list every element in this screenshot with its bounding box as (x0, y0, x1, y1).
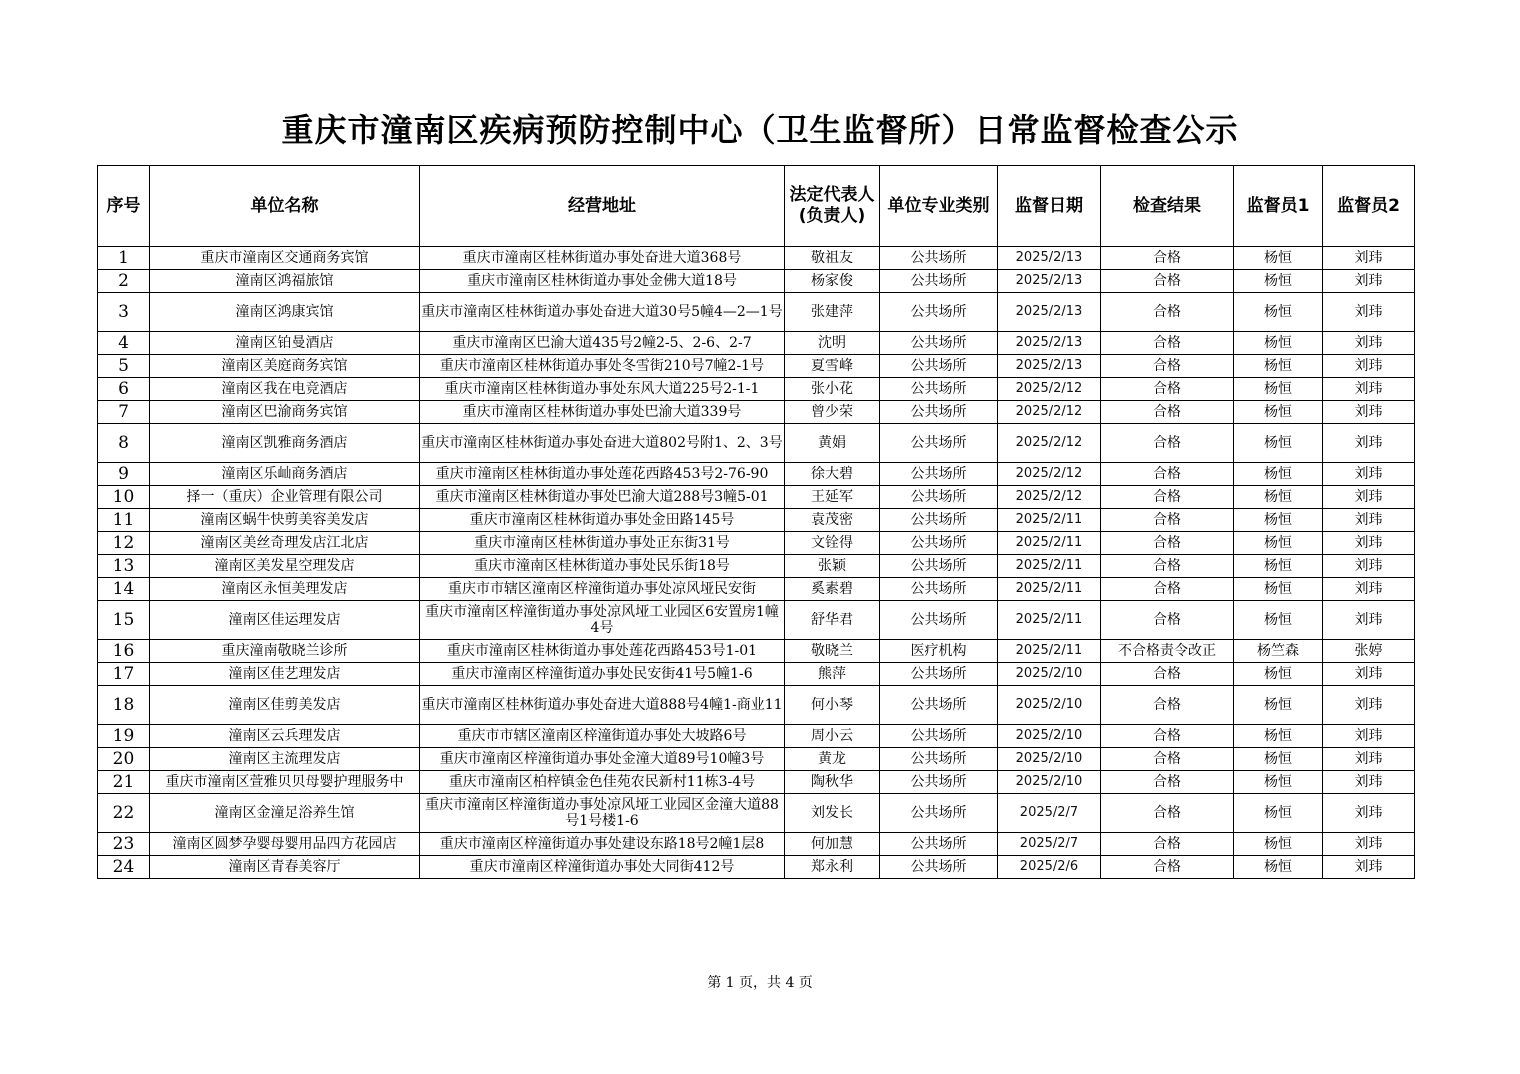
cell-date: 2025/2/12 (998, 401, 1101, 424)
cell-no: 9 (98, 463, 150, 486)
cell-representative: 郑永利 (785, 856, 880, 879)
cell-inspector2: 刘玮 (1323, 856, 1415, 879)
cell-inspector1: 杨恒 (1234, 663, 1323, 686)
cell-category: 公共场所 (880, 270, 998, 293)
table-row (98, 856, 1415, 879)
cell-address: 重庆市潼南区梓潼街道办事处金潼大道89号10幢3号 (420, 748, 785, 771)
cell-address: 重庆市潼南区桂林街道办事处金田路145号 (420, 509, 785, 532)
cell-address: 重庆市潼南区桂林街道办事处莲花西路453号1-01 (420, 640, 785, 663)
cell-inspector1: 杨恒 (1234, 794, 1323, 833)
cell-address: 重庆市潼南区桂林街道办事处奋进大道30号5幢4—2—1号 (420, 293, 785, 332)
cell-address: 重庆市潼南区桂林街道办事处冬雪街210号7幢2-1号 (420, 355, 785, 378)
cell-date: 2025/2/10 (998, 663, 1101, 686)
cell-inspector1: 杨恒 (1234, 332, 1323, 355)
cell-result: 合格 (1101, 833, 1234, 856)
cell-date: 2025/2/13 (998, 355, 1101, 378)
cell-inspector1: 杨恒 (1234, 532, 1323, 555)
cell-inspector2: 刘玮 (1323, 509, 1415, 532)
cell-no: 8 (98, 424, 150, 463)
cell-category: 公共场所 (880, 856, 998, 879)
cell-representative: 熊萍 (785, 663, 880, 686)
cell-name: 潼南区永恒美理发店 (150, 578, 420, 601)
cell-name: 潼南区佳运理发店 (150, 601, 420, 640)
cell-name: 重庆市潼南区萱雅贝贝母婴护理服务中 (150, 771, 420, 794)
column-header-category: 单位专业类别 (880, 166, 998, 247)
inspection-table (97, 165, 1415, 879)
cell-inspector2: 刘玮 (1323, 247, 1415, 270)
cell-result: 不合格责令改正 (1101, 640, 1234, 663)
cell-inspector1: 杨恒 (1234, 748, 1323, 771)
cell-date: 2025/2/11 (998, 601, 1101, 640)
cell-name: 潼南区我在电竞酒店 (150, 378, 420, 401)
cell-date: 2025/2/10 (998, 725, 1101, 748)
cell-date: 2025/2/12 (998, 424, 1101, 463)
cell-result: 合格 (1101, 555, 1234, 578)
cell-name: 潼南区美庭商务宾馆 (150, 355, 420, 378)
cell-inspector2: 刘玮 (1323, 424, 1415, 463)
cell-name: 潼南区佳剪美发店 (150, 686, 420, 725)
cell-result: 合格 (1101, 270, 1234, 293)
cell-no: 13 (98, 555, 150, 578)
cell-category: 公共场所 (880, 725, 998, 748)
table-row (98, 640, 1415, 663)
table-row (98, 424, 1415, 463)
cell-inspector1: 杨恒 (1234, 270, 1323, 293)
cell-inspector2: 刘玮 (1323, 578, 1415, 601)
cell-category: 医疗机构 (880, 640, 998, 663)
cell-name: 潼南区蜗牛快剪美容美发店 (150, 509, 420, 532)
cell-address: 重庆市潼南区梓潼街道办事处建设东路18号2幢1层8 (420, 833, 785, 856)
cell-no: 12 (98, 532, 150, 555)
cell-inspector2: 刘玮 (1323, 270, 1415, 293)
cell-inspector2: 刘玮 (1323, 771, 1415, 794)
cell-inspector2: 刘玮 (1323, 555, 1415, 578)
cell-category: 公共场所 (880, 555, 998, 578)
table-row (98, 578, 1415, 601)
cell-no: 4 (98, 332, 150, 355)
cell-result: 合格 (1101, 378, 1234, 401)
cell-name: 潼南区巴渝商务宾馆 (150, 401, 420, 424)
cell-inspector2: 刘玮 (1323, 686, 1415, 725)
cell-no: 1 (98, 247, 150, 270)
cell-address: 重庆市潼南区梓潼街道办事处凉风垭工业园区6安置房1幢4号 (420, 601, 785, 640)
cell-category: 公共场所 (880, 663, 998, 686)
cell-no: 10 (98, 486, 150, 509)
table-header-row (98, 166, 1415, 247)
cell-result: 合格 (1101, 293, 1234, 332)
cell-date: 2025/2/10 (998, 771, 1101, 794)
cell-address: 重庆市潼南区桂林街道办事处奋进大道888号4幢1-商业11 (420, 686, 785, 725)
cell-date: 2025/2/11 (998, 509, 1101, 532)
cell-result: 合格 (1101, 601, 1234, 640)
cell-category: 公共场所 (880, 833, 998, 856)
cell-inspector1: 杨恒 (1234, 771, 1323, 794)
cell-date: 2025/2/12 (998, 378, 1101, 401)
cell-inspector1: 杨恒 (1234, 463, 1323, 486)
cell-address: 重庆市潼南区桂林街道办事处金佛大道18号 (420, 270, 785, 293)
cell-inspector2: 张婷 (1323, 640, 1415, 663)
table-row (98, 833, 1415, 856)
cell-address: 重庆市潼南区桂林街道办事处莲花西路453号2-76-90 (420, 463, 785, 486)
cell-no: 5 (98, 355, 150, 378)
cell-inspector1: 杨恒 (1234, 555, 1323, 578)
cell-address: 重庆市潼南区桂林街道办事处巴渝大道288号3幢5-01 (420, 486, 785, 509)
cell-no: 19 (98, 725, 150, 748)
cell-inspector2: 刘玮 (1323, 401, 1415, 424)
cell-inspector1: 杨恒 (1234, 424, 1323, 463)
cell-inspector1: 杨恒 (1234, 686, 1323, 725)
cell-name: 重庆潼南敬晓兰诊所 (150, 640, 420, 663)
cell-no: 24 (98, 856, 150, 879)
table-row (98, 463, 1415, 486)
cell-date: 2025/2/10 (998, 686, 1101, 725)
cell-no: 16 (98, 640, 150, 663)
cell-inspector2: 刘玮 (1323, 332, 1415, 355)
table-row (98, 532, 1415, 555)
cell-representative: 文铨得 (785, 532, 880, 555)
cell-address: 重庆市潼南区桂林街道办事处奋进大道802号附1、2、3号 (420, 424, 785, 463)
cell-address: 重庆市潼南区桂林街道办事处东风大道225号2-1-1 (420, 378, 785, 401)
cell-inspector1: 杨恒 (1234, 725, 1323, 748)
cell-date: 2025/2/13 (998, 247, 1101, 270)
cell-no: 22 (98, 794, 150, 833)
cell-name: 潼南区圆梦孕婴母婴用品四方花园店 (150, 833, 420, 856)
cell-inspector1: 杨恒 (1234, 378, 1323, 401)
column-header-name: 单位名称 (150, 166, 420, 247)
table-row (98, 748, 1415, 771)
cell-representative: 夏雪峰 (785, 355, 880, 378)
cell-name: 潼南区鸿康宾馆 (150, 293, 420, 332)
cell-representative: 刘发长 (785, 794, 880, 833)
cell-inspector1: 杨恒 (1234, 856, 1323, 879)
cell-result: 合格 (1101, 463, 1234, 486)
cell-result: 合格 (1101, 355, 1234, 378)
table-row (98, 794, 1415, 833)
cell-no: 18 (98, 686, 150, 725)
column-header-no: 序号 (98, 166, 150, 247)
cell-category: 公共场所 (880, 247, 998, 270)
cell-category: 公共场所 (880, 401, 998, 424)
page-footer: 第 1 页，共 4 页 (707, 975, 813, 991)
table-row (98, 771, 1415, 794)
cell-inspector2: 刘玮 (1323, 833, 1415, 856)
cell-result: 合格 (1101, 856, 1234, 879)
cell-date: 2025/2/10 (998, 748, 1101, 771)
table-row (98, 601, 1415, 640)
table-row (98, 663, 1415, 686)
cell-address: 重庆市潼南区梓潼街道办事处大同街412号 (420, 856, 785, 879)
cell-representative: 杨家俊 (785, 270, 880, 293)
cell-representative: 奚素碧 (785, 578, 880, 601)
column-header-representative: 法定代表人(负责人) (785, 166, 880, 247)
cell-name: 潼南区乐屾商务酒店 (150, 463, 420, 486)
cell-address: 重庆市潼南区巴渝大道435号2幢2-5、2-6、2-7 (420, 332, 785, 355)
cell-inspector1: 杨恒 (1234, 293, 1323, 332)
page-title: 重庆市潼南区疾病预防控制中心（卫生监督所）日常监督检查公示 (281, 111, 1239, 149)
cell-address: 重庆市潼南区梓潼街道办事处民安街41号5幢1-6 (420, 663, 785, 686)
cell-name: 重庆市潼南区交通商务宾馆 (150, 247, 420, 270)
table-row (98, 270, 1415, 293)
cell-name: 潼南区青春美容厅 (150, 856, 420, 879)
cell-representative: 黄娟 (785, 424, 880, 463)
cell-no: 2 (98, 270, 150, 293)
cell-inspector1: 杨恒 (1234, 247, 1323, 270)
cell-representative: 沈明 (785, 332, 880, 355)
cell-date: 2025/2/12 (998, 463, 1101, 486)
cell-date: 2025/2/11 (998, 578, 1101, 601)
cell-category: 公共场所 (880, 332, 998, 355)
cell-inspector1: 杨竺森 (1234, 640, 1323, 663)
cell-address: 重庆市潼南区梓潼街道办事处凉风垭工业园区金潼大道88号1号楼1-6 (420, 794, 785, 833)
table-row (98, 293, 1415, 332)
cell-inspector1: 杨恒 (1234, 509, 1323, 532)
cell-category: 公共场所 (880, 509, 998, 532)
cell-address: 重庆市潼南区桂林街道办事处民乐街18号 (420, 555, 785, 578)
cell-category: 公共场所 (880, 771, 998, 794)
cell-inspector1: 杨恒 (1234, 355, 1323, 378)
column-header-date: 监督日期 (998, 166, 1101, 247)
cell-result: 合格 (1101, 771, 1234, 794)
cell-result: 合格 (1101, 424, 1234, 463)
cell-no: 7 (98, 401, 150, 424)
cell-address: 重庆市潼南区桂林街道办事处奋进大道368号 (420, 247, 785, 270)
cell-representative: 陶秋华 (785, 771, 880, 794)
cell-representative: 徐大碧 (785, 463, 880, 486)
cell-result: 合格 (1101, 509, 1234, 532)
cell-no: 15 (98, 601, 150, 640)
table-row (98, 355, 1415, 378)
table-row (98, 378, 1415, 401)
cell-category: 公共场所 (880, 463, 998, 486)
cell-category: 公共场所 (880, 686, 998, 725)
cell-date: 2025/2/13 (998, 293, 1101, 332)
cell-date: 2025/2/6 (998, 856, 1101, 879)
cell-representative: 敬晓兰 (785, 640, 880, 663)
column-header-result: 检查结果 (1101, 166, 1234, 247)
cell-date: 2025/2/11 (998, 640, 1101, 663)
cell-representative: 何加慧 (785, 833, 880, 856)
column-header-address: 经营地址 (420, 166, 785, 247)
cell-inspector2: 刘玮 (1323, 378, 1415, 401)
cell-date: 2025/2/7 (998, 833, 1101, 856)
cell-date: 2025/2/13 (998, 332, 1101, 355)
cell-inspector1: 杨恒 (1234, 578, 1323, 601)
cell-representative: 周小云 (785, 725, 880, 748)
cell-representative: 舒华君 (785, 601, 880, 640)
cell-name: 潼南区凯雅商务酒店 (150, 424, 420, 463)
cell-no: 6 (98, 378, 150, 401)
cell-representative: 王延军 (785, 486, 880, 509)
table-row (98, 247, 1415, 270)
cell-inspector1: 杨恒 (1234, 601, 1323, 640)
column-header-inspector1: 监督员1 (1234, 166, 1323, 247)
cell-name: 潼南区云兵理发店 (150, 725, 420, 748)
table-body (98, 247, 1415, 879)
cell-date: 2025/2/13 (998, 270, 1101, 293)
cell-representative: 张颖 (785, 555, 880, 578)
cell-name: 择一（重庆）企业管理有限公司 (150, 486, 420, 509)
cell-category: 公共场所 (880, 532, 998, 555)
cell-name: 潼南区佳艺理发店 (150, 663, 420, 686)
cell-inspector2: 刘玮 (1323, 663, 1415, 686)
cell-result: 合格 (1101, 663, 1234, 686)
cell-date: 2025/2/7 (998, 794, 1101, 833)
cell-address: 重庆市市辖区潼南区梓潼街道办事处大坡路6号 (420, 725, 785, 748)
cell-result: 合格 (1101, 401, 1234, 424)
table-row (98, 509, 1415, 532)
cell-inspector2: 刘玮 (1323, 293, 1415, 332)
cell-name: 潼南区铂曼酒店 (150, 332, 420, 355)
cell-no: 17 (98, 663, 150, 686)
cell-inspector2: 刘玮 (1323, 794, 1415, 833)
cell-representative: 张小花 (785, 378, 880, 401)
cell-representative: 曾少荣 (785, 401, 880, 424)
cell-inspector1: 杨恒 (1234, 401, 1323, 424)
cell-inspector2: 刘玮 (1323, 748, 1415, 771)
cell-representative: 张建萍 (785, 293, 880, 332)
cell-no: 14 (98, 578, 150, 601)
cell-result: 合格 (1101, 247, 1234, 270)
cell-category: 公共场所 (880, 424, 998, 463)
cell-category: 公共场所 (880, 601, 998, 640)
cell-category: 公共场所 (880, 293, 998, 332)
cell-name: 潼南区主流理发店 (150, 748, 420, 771)
cell-representative: 何小琴 (785, 686, 880, 725)
cell-result: 合格 (1101, 332, 1234, 355)
cell-result: 合格 (1101, 578, 1234, 601)
cell-inspector1: 杨恒 (1234, 833, 1323, 856)
cell-result: 合格 (1101, 532, 1234, 555)
cell-result: 合格 (1101, 486, 1234, 509)
cell-result: 合格 (1101, 794, 1234, 833)
cell-date: 2025/2/11 (998, 532, 1101, 555)
column-header-inspector2: 监督员2 (1323, 166, 1415, 247)
cell-no: 20 (98, 748, 150, 771)
cell-no: 3 (98, 293, 150, 332)
cell-inspector2: 刘玮 (1323, 601, 1415, 640)
cell-category: 公共场所 (880, 748, 998, 771)
cell-inspector2: 刘玮 (1323, 532, 1415, 555)
cell-result: 合格 (1101, 748, 1234, 771)
cell-no: 11 (98, 509, 150, 532)
cell-inspector1: 杨恒 (1234, 486, 1323, 509)
cell-date: 2025/2/12 (998, 486, 1101, 509)
cell-name: 潼南区金潼足浴养生馆 (150, 794, 420, 833)
cell-representative: 黄龙 (785, 748, 880, 771)
cell-category: 公共场所 (880, 355, 998, 378)
cell-inspector2: 刘玮 (1323, 463, 1415, 486)
cell-result: 合格 (1101, 725, 1234, 748)
table-row (98, 686, 1415, 725)
cell-address: 重庆市潼南区桂林街道办事处巴渝大道339号 (420, 401, 785, 424)
cell-inspector2: 刘玮 (1323, 725, 1415, 748)
cell-inspector2: 刘玮 (1323, 486, 1415, 509)
cell-no: 23 (98, 833, 150, 856)
cell-name: 潼南区美丝奇理发店江北店 (150, 532, 420, 555)
cell-representative: 袁茂密 (785, 509, 880, 532)
table-row (98, 332, 1415, 355)
table-row (98, 725, 1415, 748)
cell-category: 公共场所 (880, 578, 998, 601)
cell-category: 公共场所 (880, 378, 998, 401)
cell-address: 重庆市潼南区柏梓镇金色佳苑农民新村11栋3-4号 (420, 771, 785, 794)
cell-name: 潼南区美发星空理发店 (150, 555, 420, 578)
cell-category: 公共场所 (880, 486, 998, 509)
cell-date: 2025/2/11 (998, 555, 1101, 578)
cell-address: 重庆市潼南区桂林街道办事处正东街31号 (420, 532, 785, 555)
cell-result: 合格 (1101, 686, 1234, 725)
table-row (98, 555, 1415, 578)
table-row (98, 486, 1415, 509)
cell-category: 公共场所 (880, 794, 998, 833)
cell-name: 潼南区鸿福旅馆 (150, 270, 420, 293)
cell-no: 21 (98, 771, 150, 794)
cell-inspector2: 刘玮 (1323, 355, 1415, 378)
cell-representative: 敬祖友 (785, 247, 880, 270)
table-row (98, 401, 1415, 424)
cell-address: 重庆市市辖区潼南区梓潼街道办事处凉风垭民安街 (420, 578, 785, 601)
